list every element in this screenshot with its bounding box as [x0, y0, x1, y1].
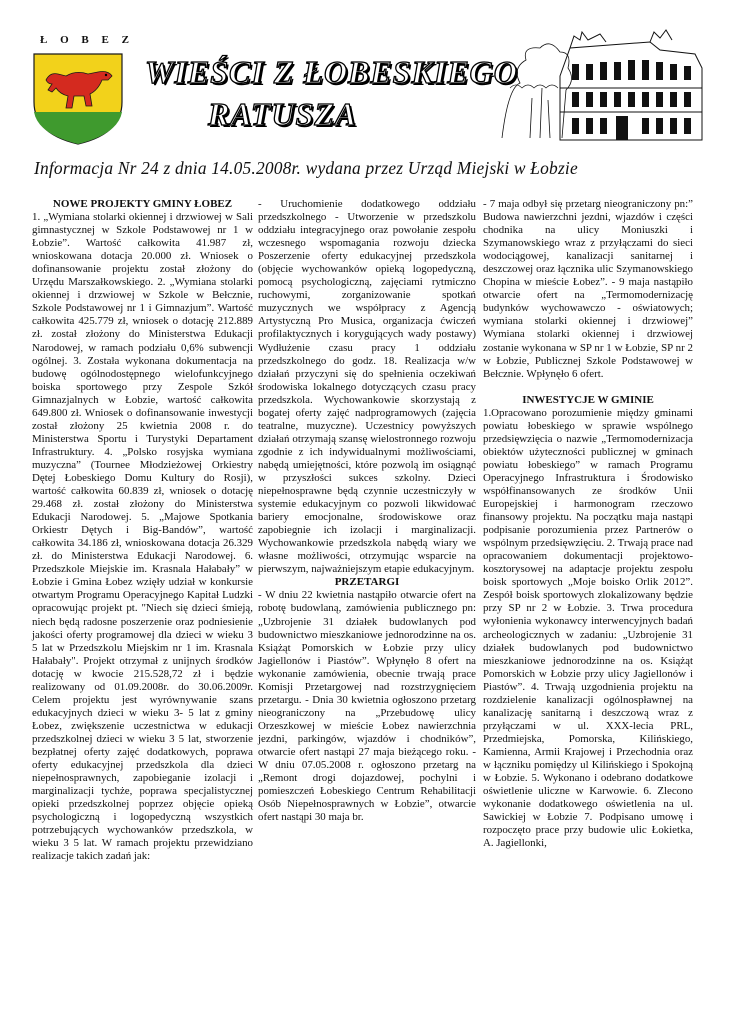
projects-text: 1. „Wymiana stolarki okiennej i drzwiowej w Sali gimnastycznej w Szkole Podstawowej nr 1 w Łobzie”. Wartość całkowita 41.987 zł, wnioskowana dotacja 20.000 zł. Wniosek o dofinansowanie projektu został złożony do Urzędu Marszałkowskiego. 2. „Wymiana stolarki okiennej i drzwiowej w Szkole w Bełcznie, Szkole Podstawowej nr 1 i Gimnazjum”. Wartość całkowita 425.779 zł, wniosek o dotację 212.889 zł. został złożony do Ministerstwa Edukacji Narodowej, w ramach podziału 0,6% subwencji ogólnej. 3. Została wykonana dokumentacja na budowę ogólnodostępnego wielofunkcyjnego boiska sportowego przy Zespole Szkół Gimnazjalnych w Łobzie, wartość całkowita 649.800 zł. Wniosek o dofinansowanie inwestycji został złożony 25 kwietnia 2008 r. do Ministerstwa Sportu i Turystyki Departament Infrastruktury. 4. „Polsko rosyjska wymiana muzyczna” (Tournee Młodzieżowej Orkiestry Dętej Łobeskiego Domu Kultury do Rosji), wartość całkowita 60.839 zł, wniosek o dotację 29.468 zł. został złożony do Ministerstwa Edukacji Narodowej. 5. „Majowe Spotkania Orkiestr Dętych i Big-Bandów”, wartość całkowita 34.186 zł, wnioskowana dotacja 26.329 zł. do Ministerstwa Edukacji Narodowej. 6. Przedszkole Miejskie im. Krasnala Hałabały” w Łobzie i Gmina Łobez wzięły udział w konkursie otwartym Programu Operacyjnego Kapitał Ludzki opracowując projekt pt. "Niech się dzieci śmieją, niech będą radosne poszerzenie oraz podniesienie jakości oferty programowej dla dzieci w wieku 3 5 lat w Przedszkolu Miejskim nr 1 im. Krasnala Hałabały". Projekt otrzymał z unijnych środków dotację w kwocie 215.528,72 zł i będzie realizowany od 01.09.2008r. do 30.06.2009r. Celem projektu jest wyrównywanie szans edukacyjnych dzieci w wieku 3- 5 lat z gminy Łobez, zwiększenie uczestnictwa w edukacji przedszkolnej dzieci w wieku 3 5 lat, stworzenie bezpłatnej oferty zajęć dodatkowych, poprawa oferty edukacyjnej przedszkola dla dzieci niepełnosprawnych, zapobieganie izolacji i marginalizacji tychże, poprawa specjalistycznej opieki przedszkolnej poprzez objęcie opieką psychologiczną i logopedyczną wszystkich potrzebujących wychowanków przedszkola, w wieku 3 5 lat. W ramach projektu przewidziano realizacje takich zadań jak: [32, 211, 253, 863]
section-heading-projects: NOWE PROJEKTY GMINY ŁOBEZ [52, 198, 233, 210]
column-projects [32, 198, 253, 863]
town-hall-illustration [500, 28, 705, 143]
column-kindergarten-tenders [258, 198, 476, 824]
town-label: Ł O B E Z [40, 34, 134, 46]
tenders-text: - W dniu 22 kwietnia nastąpiło otwarcie ofert na robotę budowlaną, zamówienia publicznego pn: „Uzbrojenie 31 działek budowlanych pod budownictwo mieszkaniowe jednorodzinne na os. Książąt Pomorskich w Łobzie przy ulicy Jagiellonów i Piastów”. Wpłynęło 8 ofert na wykonanie zamówienia, obecnie trwają prace Komisji Przetargowej nad rozstrzygnięciem przetargu. - Dnia 30 kwietnia ogłoszono przetarg nieograniczony na „Przebudowę ulicy Orzeszkowej w mieście Łobez nawierzchnia jezdni, parkingów, wjazdów i chodników”, otwarcie ofert nastąpi 27 maja bieżącego roku. - W dniu 07.05.2008 r. ogłoszono przetarg na „Remont drogi dojazdowej, pochylni i pomieszczeń Łobeskiego Centrum Rehabilitacji Osób Niepełnosprawnych w Łobzie”, otwarcie ofert nastąpi 30 maja br. [258, 589, 476, 824]
issue-info: Informacja Nr 24 z dnia 14.05.2008r. wydana przez Urząd Miejski w Łobzie [34, 158, 578, 178]
investments-text: 1.Opracowano porozumienie między gminami powiatu łobeskiego w sprawie wspólnego przedsięwzięcia o nazwie „Termomodernizacja obiektów użyteczności publicznej w gminach powiatu łobeskiego” w ramach Programu Operacyjnego Infrastruktura i Środowisko współfinansowanych ze środków Unii Europejskiej i harmonogram rzeczowo finansowy projektu. Na początku maja nastąpi podpisanie porozumienia przez Partnerów o wspólnym przedsięwzięciu. 2. Trwają prace nad opracowaniem dokumentacji projektowo-kosztorysowej na adaptacje projektu zespołu boisk sportowych „Moje boisko Orlik 2012”. Zespół boisk sportowych zlokalizowany będzie przy SP nr 2 w Łobzie. 3. Trwa procedura wyłonienia wykonawcy interwencyjnych badań archeologicznych w zadaniu: „Uzbrojenie 31 działek budowlanych pod budownictwo mieszkaniowe jednorodzinne na os. Książąt Pomorskich w Łobzie przy ulicy Jagiellonów i Piastów”. 4. Trwają uzgodnienia projektu na rozdzielenie kanalizacji ogólnospławnej na kanalizację sanitarną i deszczową wraz z przyłączami w ul. XXX-lecia PRL, Przedmiejska, Pomorska, Kilińskiego, Kamienna, Armii Krajowej i Przechodnia oraz w łączniku pomiędzy ul Kilińskiego i Spokojną w Łobzie. 5. Wykonano i odebrano dodatkowe oświetlenie uliczne w Karwowie. 6. Zlecono wykonanie dodatkowego oświetlenia na ul. Sawickiej w Łobzie 7. Podpisano umowę i rozpoczęto prace przy budowie ulic Łokietka, A. Jagiellonki, [483, 406, 693, 850]
section-heading-tenders: PRZETARGI [334, 576, 400, 589]
tenders-continued-text: - 7 maja odbył się przetarg nieograniczony pn:” Budowa nawierzchni jezdni, wjazdów i części chodnika na ulicy Moniuszki i Szymanowskiego wraz z przyłączami do sieci wodociągowej, kanalizacji sanitarnej i deszczowej oraz łącznika ulic Szymanowskiego Chopina w mieście Łobez”. - 9 maja nastąpiło otwarcie ofert na „Termomodernizację budynków wychowawczo - oświatowych; wymiana stolarki okiennej i drzwiowej” Wymiana stolarki okiennej i drzwiowej zostanie wykonana w SP nr 1 w Łobzie, SP nr 2 w Łobzie, Publicznej Szkole Podstawowej w Bełcznie. Wpłynęło 6 ofert. [483, 198, 693, 380]
column-investments [483, 198, 693, 850]
kindergarten-text: - Uruchomienie dodatkowego oddziału przedszkolnego - Utworzenie w przedszkolu oddziału integracyjnego oraz powołanie zespołu wczesnego wspomagania rozwoju dziecka Poszerzenie oferty edukacyjnej przedszkola (objęcie wychowanków opieką logopedyczną, pomocą psychologiczną, zajęciami rytmiczno ruchowymi, zorganizowanie spotkań muzycznych we współpracy z Agencją Artystyczną Pro Musica, organizacja ćwiczeń profilaktycznych i korygujących wady postawy) Wydłużenie czasu pracy 1 oddziału przedszkolnego do godz. 18. Realizacja w/w działań przyczyni się do spełnienia oczekiwań środowiska lokalnego dotyczących czasu pracy przedszkola. Wychowankowie skorzystają z bogatej oferty zajęć nadprogramowych (zajęcia teatralne, muzyczne). Uczestnicy powyższych działań otrzymają szansę wielostronnego rozwoju zgodnie z ich indywidualnymi możliwościami, nabędą umiejętności, które pozwolą im osiągnąć w przyszłości sukces szkolny. Dzieci niepełnosprawne będą czynnie uczestniczyły w systemie edukacyjnym co pozwoli likwidować bariery emocjonalne, środowiskowe oraz zapobiegnie ich izolacji i marginalizacji. Wychowankowie przedszkola nabędą wiary we własne możliwości, otrzymując wsparcie na pierwszym, najważniejszym etapie edukacyjnym. [258, 198, 476, 576]
newsletter-title-line1: WIEŚCI Z ŁOBESKIEGO [145, 54, 518, 90]
section-heading-investments: INWESTYCJE W GMINIE [522, 393, 654, 406]
newsletter-title-line2: RATUSZA [208, 96, 358, 132]
page-header [0, 0, 731, 190]
town-crest-icon [28, 50, 128, 146]
